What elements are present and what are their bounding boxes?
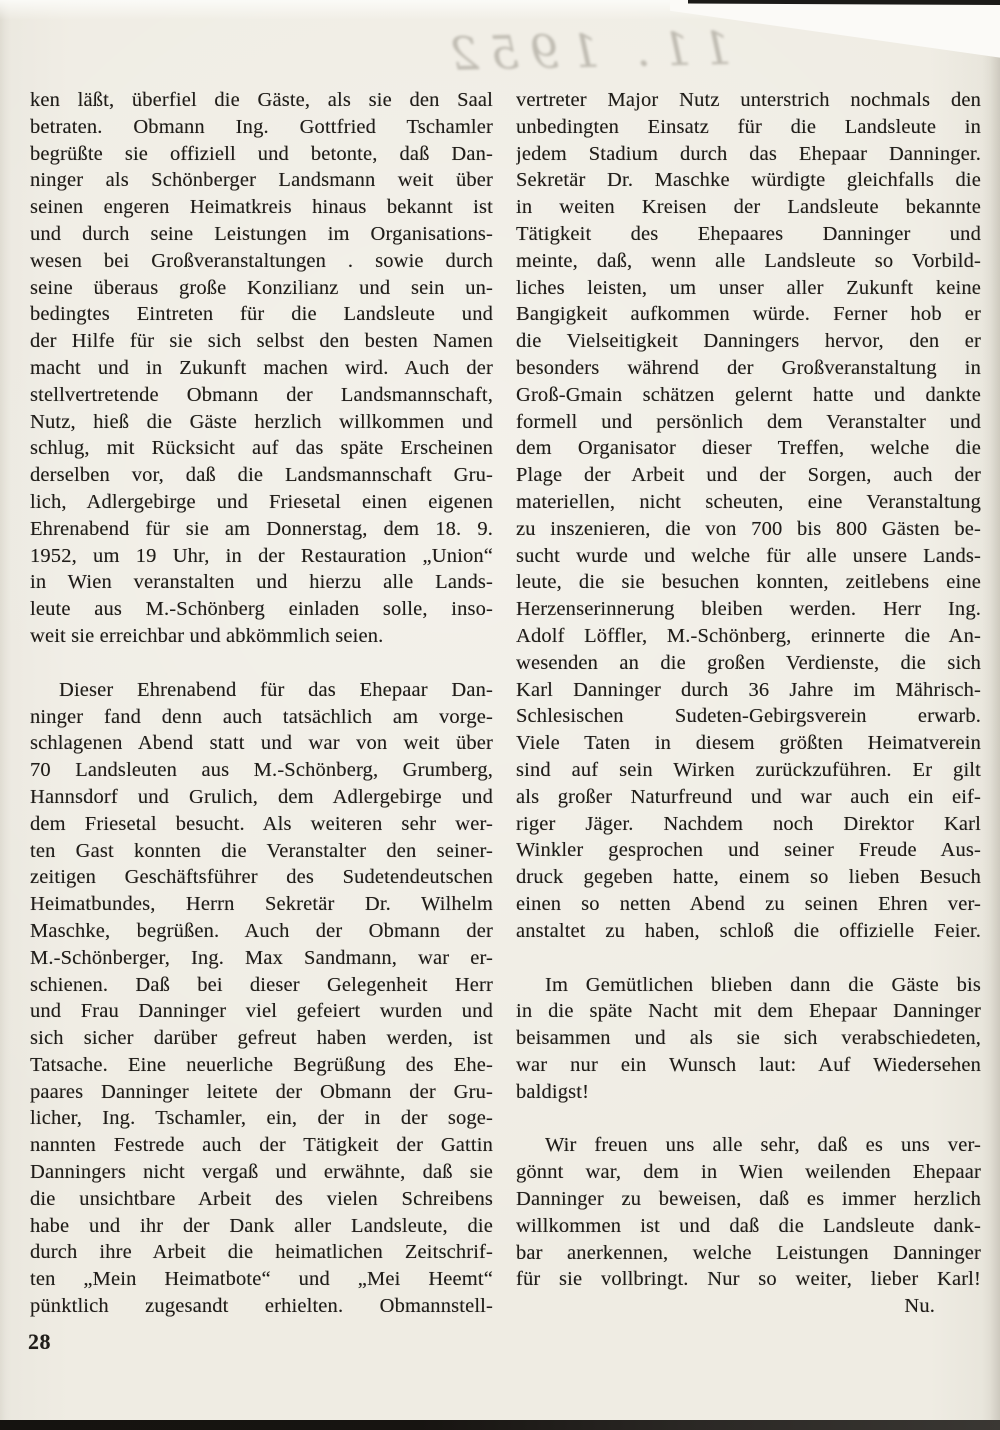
text-line: besonders während der Großveranstaltung in bbox=[516, 356, 981, 379]
text-line: Maschke, begrüßen. Auch der Obmann der bbox=[30, 919, 493, 942]
text-line: sucht wurde und welche für alle unsere Lands- bbox=[516, 544, 981, 567]
text-line: in weiten Kreisen der Landsleute bekannte bbox=[516, 196, 981, 219]
text-line: durch ihre Arbeit die heimatlichen Zeitschrif- bbox=[30, 1241, 493, 1264]
text-line: ninger fand denn auch tatsächlich am vorge- bbox=[30, 705, 493, 728]
text-line: pünktlich zugesandt erhielten. Obmannstell- bbox=[30, 1295, 493, 1318]
text-line: meinte, daß, wenn alle Landsleute so Vorbild- bbox=[516, 249, 981, 272]
text-line: habe und ihr der Dank aller Landsleute, die bbox=[30, 1214, 493, 1237]
text-line: Groß-Gmain schätzen gelernt hatte und dankte bbox=[516, 383, 981, 406]
text-line: Schlesischen Sudeten-Gebirgsverein erwarb. bbox=[516, 705, 981, 728]
paragraph bbox=[516, 87, 981, 945]
text-line: als großer Naturfreund und war auch ein eif- bbox=[516, 785, 981, 808]
paragraph bbox=[516, 972, 981, 1106]
text-line: Tätigkeit des Ehepaares Danninger und bbox=[516, 222, 981, 245]
text-line: ten Gast konnten die Veranstalter den seiner- bbox=[30, 839, 493, 862]
text-line: formell und persönlich dem Veranstalter und bbox=[516, 410, 981, 433]
page-edge-left bbox=[0, 0, 11, 1430]
text-line: riger Jäger. Nachdem noch Direktor Karl bbox=[516, 812, 981, 835]
text-line: Herzenserinnerung bleiben werden. Herr Ing. bbox=[516, 598, 981, 621]
text-line: wesen bei Großveranstaltungen . sowie durch bbox=[30, 249, 493, 272]
text-line: ten „Mein Heimatbote“ und „Mei Heemt“ bbox=[30, 1268, 493, 1291]
text-line: Danninger zu beweisen, daß es immer herzlich bbox=[516, 1188, 981, 1211]
text-line: jedem Stadium durch das Ehepaar Danninger. bbox=[516, 142, 981, 165]
text-line: Hannsdorf und Grulich, dem Adlergebirge und bbox=[30, 785, 493, 808]
text-line: Wir freuen uns alle sehr, daß es uns ver- bbox=[545, 1134, 981, 1157]
text-line: paares Danninger leitete der Obmann der Gru- bbox=[30, 1080, 493, 1103]
page-edge-right bbox=[982, 0, 1000, 1430]
paragraph bbox=[516, 1132, 981, 1293]
text-line: M.-Schönberger, Ing. Max Sandmann, war er- bbox=[30, 946, 493, 969]
text-line: und Frau Danninger viel gefeiert wurden und bbox=[30, 1000, 493, 1023]
text-line: Danningers nicht vergaß und erwähnte, daß sie bbox=[30, 1161, 493, 1184]
text-line: die unsichtbare Arbeit des vielen Schreibens bbox=[30, 1187, 493, 1210]
text-line: bar anerkennen, welche Leistungen Danninger bbox=[516, 1241, 981, 1264]
text-line: vertreter Major Nutz unterstrich nochmals den bbox=[516, 89, 981, 111]
text-line: dem Friesetal besucht. Als weiteren sehr wer- bbox=[30, 812, 493, 835]
text-line: wesenden an die großen Verdienste, die sich bbox=[516, 651, 981, 674]
text-line: Dieser Ehrenabend für das Ehepaar Dan- bbox=[59, 678, 493, 701]
text-line: ken läßt, überfiel die Gäste, als sie den Saal bbox=[30, 89, 493, 111]
text-line: Bangigkeit aufkommen würde. Ferner hob er bbox=[516, 303, 981, 326]
scan-edge-bottom bbox=[0, 1420, 1000, 1430]
text-line: druck gegeben hatte, einem so lieben Besuch bbox=[516, 866, 981, 889]
text-line: macht und in Zukunft machen wird. Auch der bbox=[30, 356, 493, 379]
text-line: sich sicher darüber gefreut haben werden, ist bbox=[30, 1027, 493, 1050]
text-line: betraten. Obmann Ing. Gottfried Tschamler bbox=[30, 115, 493, 138]
text-line: Nutz, hieß die Gäste herzlich willkommen und bbox=[30, 410, 493, 433]
text-line: ninger als Schönberger Landsmann weit über bbox=[30, 169, 493, 192]
left-column bbox=[30, 87, 493, 1320]
text-line: Viele Taten in diesem größten Heimatverein bbox=[516, 732, 981, 755]
text-line: der Hilfe für sie sich selbst den besten Namen bbox=[30, 330, 493, 353]
text-line: Sekretär Dr. Maschke würdigte gleichfalls die bbox=[516, 169, 981, 192]
text-line: weit sie erreichbar und abkömmlich seien. bbox=[30, 624, 384, 647]
text-line: Adolf Löffler, M.-Schönberg, erinnerte die An- bbox=[516, 624, 981, 647]
text-line: baldigst! bbox=[516, 1080, 590, 1103]
text-line: willkommen ist und daß die Landsleute dank- bbox=[516, 1214, 981, 1237]
text-line: dem Organisator dieser Treffen, welche die bbox=[516, 437, 981, 460]
text-line: begrüßte sie offiziell und betonte, daß Dan- bbox=[30, 142, 493, 165]
text-line: für sie vollbringt. Nur so weiter, lieber Karl! bbox=[516, 1268, 981, 1291]
text-line: Karl Danninger durch 36 Jahre im Mährisch- bbox=[516, 678, 981, 701]
text-line: zu inszenieren, die von 700 bis 800 Gästen be- bbox=[516, 517, 981, 540]
text-line: Tatsache. Eine neuerliche Begrüßung des Ehe- bbox=[30, 1053, 493, 1076]
text-line: war nur ein Wunsch laut: Auf Wiedersehen bbox=[516, 1053, 981, 1076]
text-line: schlug, mit Rücksicht auf das späte Erscheinen bbox=[30, 437, 493, 460]
text-line: Im Gemütlichen blieben dann die Gäste bis bbox=[545, 973, 981, 996]
paragraph bbox=[30, 87, 493, 650]
text-line: einen so netten Abend zu seinen Ehren ver- bbox=[516, 892, 981, 915]
date-stamp-bleedthrough: 11. 1952 bbox=[438, 20, 732, 82]
text-line: seine überaus große Konzilianz und sein un- bbox=[30, 276, 493, 299]
text-line: sind auf sein Wirken zurückzuführen. Er gilt bbox=[516, 758, 981, 781]
text-line: leute aus M.-Schönberg einladen solle, inso- bbox=[30, 598, 493, 621]
right-column-paragraphs bbox=[516, 87, 981, 1293]
text-line: bedingtes Eintreten für die Landsleute und bbox=[30, 303, 493, 326]
page-number: 28 bbox=[28, 1329, 51, 1354]
text-line: 70 Landsleuten aus M.-Schönberg, Grumberg, bbox=[30, 759, 493, 782]
text-line: liches leisten, um unser aller Zukunft keine bbox=[516, 276, 981, 299]
text-line: Heimatbundes, Herrn Sekretär Dr. Wilhelm bbox=[30, 893, 493, 916]
text-line: leute, die sie besuchen konnten, zeitlebens eine bbox=[516, 571, 981, 594]
text-line: in die späte Nacht mit dem Ehepaar Danninger bbox=[516, 1000, 981, 1023]
text-line: schienen. Daß bei dieser Gelegenheit Herr bbox=[30, 973, 493, 996]
text-line: und durch seine Leistungen im Organisations- bbox=[30, 222, 493, 245]
text-line: zeitigen Geschäftsführer des Sudetendeutschen bbox=[30, 866, 493, 889]
text-line: unbedingten Einsatz für die Landsleute in bbox=[516, 115, 981, 138]
text-line: lich, Adlergebirge und Friesetal einen eigenen bbox=[30, 490, 493, 513]
text-line: licher, Ing. Tschamler, ein, der in der soge- bbox=[30, 1107, 493, 1130]
text-line: Winkler gesprochen und seiner Freude Aus- bbox=[516, 839, 981, 862]
text-line: gönnt war, dem in Wien weilenden Ehepaar bbox=[516, 1161, 981, 1184]
text-line: schlagenen Abend statt und war von weit über bbox=[30, 732, 493, 755]
text-line: nannten Festrede auch der Tätigkeit der Gattin bbox=[30, 1134, 493, 1157]
right-column bbox=[516, 87, 981, 1320]
text-line: anstaltet zu haben, schloß die offizielle Feier. bbox=[516, 919, 981, 942]
paragraph bbox=[30, 677, 493, 1320]
text-line: derselben vor, daß die Landsmannschaft Gru- bbox=[30, 464, 493, 487]
text-line: beisammen und als sie sich verabschiedeten, bbox=[516, 1027, 981, 1050]
text-line: Plage der Arbeit und der Sorgen, auch der bbox=[516, 464, 981, 487]
text-line: 1952, um 19 Uhr, in der Restauration „Union“ bbox=[30, 544, 493, 567]
text-line: in Wien veranstalten und hierzu alle Lands- bbox=[30, 571, 493, 594]
author-initials: Nu. bbox=[904, 1295, 935, 1318]
text-line: stellvertretende Obmann der Landsmannschaft, bbox=[30, 383, 493, 406]
text-line: seinen engeren Heimatkreis hinaus bekannt ist bbox=[30, 196, 493, 219]
text-line: Ehrenabend für sie am Donnerstag, dem 18. 9. bbox=[30, 517, 493, 540]
text-line: die Vielseitigkeit Danningers hervor, den er bbox=[516, 330, 981, 353]
text-line: materiellen, nicht scheuten, eine Veranstaltung bbox=[516, 490, 981, 513]
